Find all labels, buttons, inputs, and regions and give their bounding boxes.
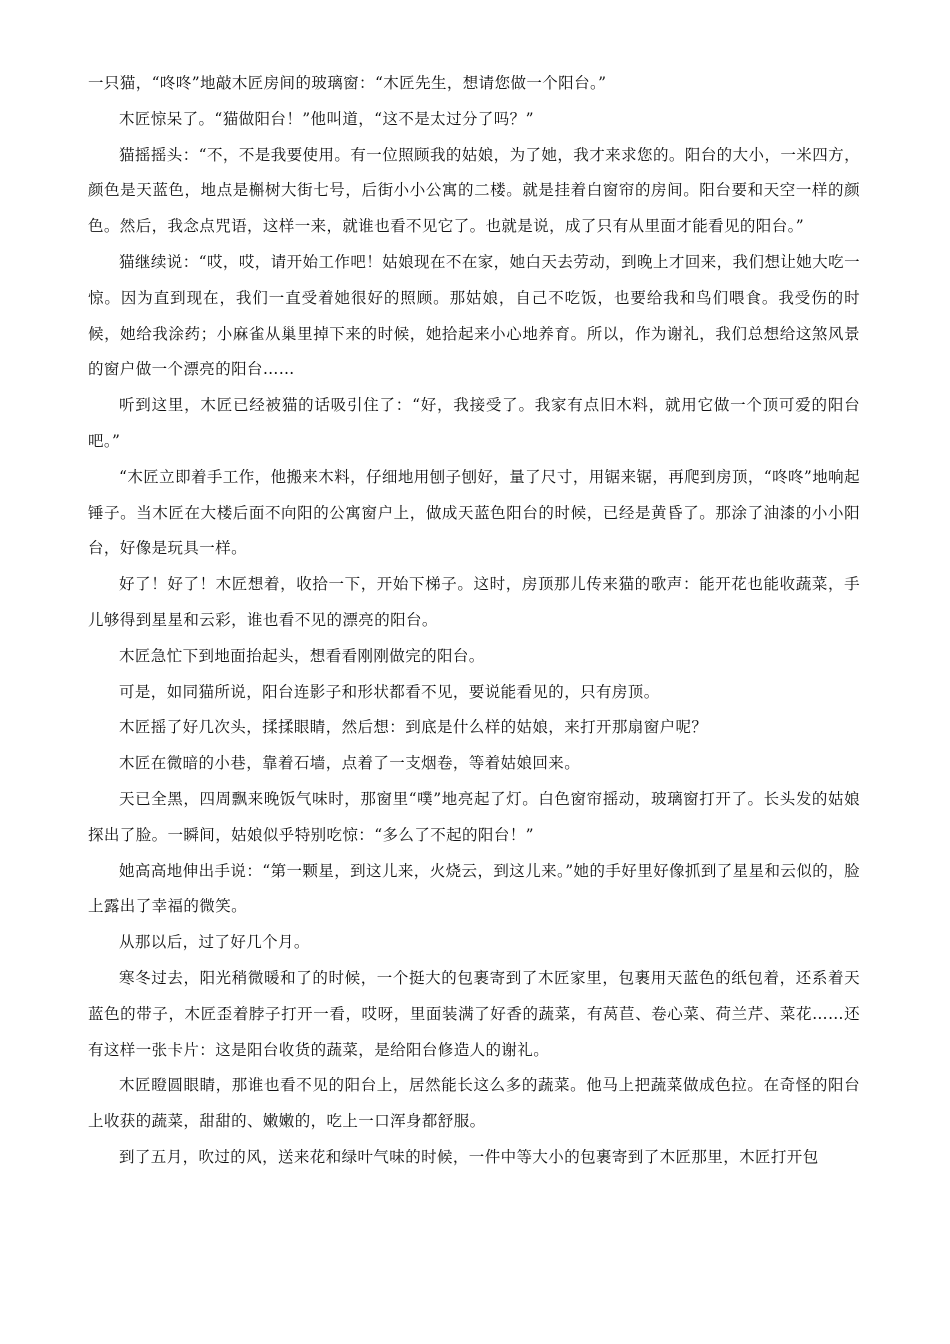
paragraph: 好了！好了！木匠想着，收拾一下，开始下梯子。这时，房顶那儿传来猫的歌声：能开花也能收蔬菜，手儿够得到星星和云彩，谁也看不见的漂亮的阳台。 bbox=[88, 575, 860, 629]
paragraph: “木匠立即着手工作，他搬来木料，仔细地用刨子刨好，量了尺寸，用锯来锯，再爬到房顶，“咚咚”地响起锤子。当木匠在大楼后面不向阳的公寓窗户上，做成天蓝色阳台的时候，已经是黄昏了。那涂了油漆的小小阳台，好像是玩具一样。 bbox=[88, 467, 860, 558]
paragraph: 寒冬过去，阳光稍微暖和了的时候，一个挺大的包裹寄到了木匠家里，包裹用天蓝色的纸包着，还系着天蓝色的带子，木匠歪着脖子打开一看，哎呀，里面装满了好香的蔬菜，有莴苣、卷心菜、荷兰芹、菜花……还有这样一张卡片：这是阳台收货的蔬菜，是给阳台修造人的谢礼。 bbox=[88, 968, 860, 1059]
paragraph: 木匠惊呆了。“猫做阳台！”他叫道，“这不是太过分了吗？” bbox=[119, 109, 534, 128]
paragraph: 听到这里，木匠已经被猫的话吸引住了：“好，我接受了。我家有点旧木料，就用它做一个顶可爱的阳台吧。” bbox=[88, 396, 860, 450]
paragraph: 木匠急忙下到地面抬起头，想看看刚刚做完的阳台。 bbox=[119, 646, 485, 665]
paragraph: 木匠摇了好几次头，揉揉眼睛，然后想：到底是什么样的姑娘，来打开那扇窗户呢？ bbox=[119, 718, 708, 737]
paragraph: 一只猫，“咚咚”地敲木匠房间的玻璃窗：“木匠先生，想请您做一个阳台。” bbox=[88, 74, 607, 92]
document-body bbox=[88, 66, 860, 1176]
paragraph: 可是，如同猫所说，阳台连影子和形状都看不见，要说能看见的，只有房顶。 bbox=[119, 682, 660, 701]
paragraph: 她高高地伸出手说：“第一颗星，到这儿来，火烧云，到这儿来。”她的手好里好像抓到了星星和云似的，脸上露出了幸福的微笑。 bbox=[88, 861, 860, 916]
paragraph: 天已全黑，四周飘来晚饭气味时，那窗里“噗”地亮起了灯。白色窗帘摇动，玻璃窗打开了。长头发的姑娘探出了脸。一瞬间，姑娘似乎特别吃惊：“多么了不起的阳台！” bbox=[88, 789, 860, 844]
paragraph: 猫继续说：“哎，哎，请开始工作吧！姑娘现在不在家，她白天去劳动，到晚上才回来，我们想让她大吃一惊。因为直到现在，我们一直受着她很好的照顾。那姑娘，自己不吃饭，也要给我和鸟们喂食。我受伤的时候，她给我涂药；小麻雀从巢里掉下来的时候，她拾起来小心地养育。所以，作为谢礼，我们总想给这煞风景的窗户做一个漂亮的阳台…… bbox=[88, 252, 860, 379]
paragraph: 木匠在微暗的小巷，靠着石墙，点着了一支烟卷，等着姑娘回来。 bbox=[119, 754, 581, 773]
paragraph: 从那以后，过了好几个月。 bbox=[119, 933, 310, 952]
paragraph: 木匠瞪圆眼睛，那谁也看不见的阳台上，居然能长这么多的蔬菜。他马上把蔬菜做成色拉。在奇怪的阳台上收获的蔬菜，甜甜的、嫩嫩的，吃上一口浑身都舒服。 bbox=[88, 1076, 860, 1131]
paragraph: 到了五月，吹过的风，送来花和绿叶气味的时候，一件中等大小的包裹寄到了木匠那里，木匠打开包 bbox=[119, 1147, 819, 1166]
paragraph: 猫摇摇头：“不，不是我要使用。有一位照顾我的姑娘，为了她，我才来求您的。阳台的大小，一米四方，颜色是天蓝色，地点是槲树大街七号，后街小小公寓的二楼。就是挂着白窗帘的房间。阳台要和天空一样的颜色。然后，我念点咒语，这样一来，就谁也看不见它了。也就是说，成了只有从里面才能看见的阳台。” bbox=[88, 145, 860, 236]
